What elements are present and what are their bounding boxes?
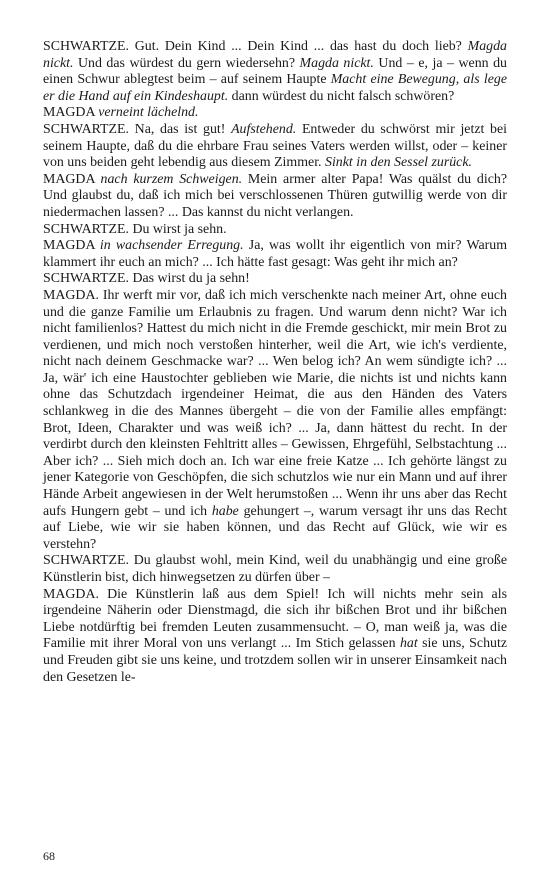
text-paragraph — [43, 271, 507, 288]
text-run: MAGDA. Ihr werft mir vor, daß ich mich verschenkte nach meiner Art, ohne euch und die ganze Familie um Erlaubnis zu fragen. Und warum denn nicht? War ich nicht familienlos? Hattest du mich nicht in die Fremde geschickt, mir mein Brot zu verdienen, und mich noch verstoßen hinterher, weil die Art, wie ich's verdiente, nicht nach deinem Geschmacke war? ... Wen belog ich? An wem sündigte ich? ... Ja, wär' ich eine Haustochter geblieben wie Marie, die nichts ist und nichts kann ohne das Schutzdach irgendeiner Heimat, die aus den Händen des Vaters schlankweg in die des Mannes übergeht – die von der Familie alles empfängt: Brot, Ideen, Charakter und was weiß ich? ... Ja, dann hättest du recht. In der verdirbt durch den kleinsten Fehltritt alles – Gewissen, Ehrgefühl, Selbstachtung ... Aber ich? ... Sieh mich doch an. Ich war eine freie Katze ... Ich gehörte längst zu jener Kategorie von Geschöpfen, die sich schutzlos wie nur ein Mann und auf ihrer Hände Arbeit angewiesen in der Welt herumstoßen ... Wenn ihr uns aber das Recht aufs Hungern gebt – und ich — [43, 287, 507, 519]
text-run: dann würdest du nicht falsch schwören? — [228, 88, 455, 104]
text-run: MAGDA — [43, 105, 99, 121]
text-run: SCHWARTZE. Du glaubst wohl, mein Kind, weil du unabhängig und eine große Künstlerin bist, dich hinwegsetzen zu dürfen über – — [43, 553, 507, 585]
stage-direction: hat — [399, 636, 418, 652]
text-run: Und – e, ja – wenn du einen Schwur ablegtest beim – auf seinem Haupte — [43, 55, 508, 88]
text-paragraph — [43, 553, 507, 586]
text-run: SCHWARTZE. Du wirst ja sehn. — [43, 221, 227, 237]
text-run: SCHWARTZE. Na, das ist gut! — [43, 121, 232, 137]
stage-direction: in wachsender Erregung. — [99, 238, 244, 254]
text-run: SCHWARTZE. Gut. Dein Kind ... Dein Kind ... das hast du doch lieb? — [43, 39, 468, 54]
text-paragraph — [43, 222, 507, 239]
page-body — [43, 39, 507, 686]
text-paragraph — [43, 105, 507, 122]
text-paragraph — [43, 288, 507, 554]
stage-direction: nach kurzem Schweigen. — [100, 171, 243, 187]
text-run: MAGDA — [43, 171, 101, 187]
stage-direction: Magda nickt. — [43, 39, 507, 71]
text-run: Mein armer alter Papa! Was quälst du dich? Und glaubst du, daß ich mich bei verschlossenen Thüren gutwillig werde von dir niedermachen lassen? ... Das kannst du nicht verlangen. — [43, 171, 507, 220]
stage-direction: verneint lächelnd. — [98, 105, 199, 121]
text-run: SCHWARTZE. Das wirst du ja sehn! — [43, 271, 250, 287]
text-run: Entweder du schwörst mir jetzt bei seinem Haupte, daß du die ehrbare Frau seines Vaters werden willst, oder – keiner von uns beiden geht lebendig aus diesem Zimmer. — [43, 121, 507, 171]
page-number: 68 — [43, 849, 55, 863]
text-paragraph — [43, 587, 507, 687]
text-run: Und das würdest du gern wiedersehn? — [73, 55, 300, 71]
text-run: gehungert –, warum versagt ihr uns das Recht auf Liebe, wie wir sie haben können, und das Recht auf Glück, wie wir es verstehn? — [43, 503, 508, 552]
text-run: sie uns, Schutz und Freuden gibt sie uns keine, und trotzdem sollen wir in unserer Einsamkeit nach den Gesetzen le- — [43, 636, 507, 685]
text-run: MAGDA. Die Künstlerin laß aus dem Spiel! Ich will nichts mehr sein als irgendeine Näherin oder Dienstmagd, die sich ihr bißchen Brot und ihr bißchen Liebe notdürftig bei fremden Leuten zusammensucht. – O, man weiß ja, was die Familie mit ihrer Moral von uns verlangt ... Im Stich gelassen — [43, 586, 507, 652]
text-run: Ja, was wollt ihr eigentlich von mir? Warum klammert ihr euch an mich? ... Ich hätte fast gesagt: Was geht ihr mich an? — [43, 238, 507, 270]
text-paragraph — [43, 238, 507, 271]
stage-direction: Sinkt in den Sessel zurück. — [325, 155, 472, 171]
stage-direction: Aufstehend. — [231, 121, 297, 137]
text-paragraph — [43, 122, 507, 172]
stage-direction: habe — [211, 503, 239, 519]
text-run: MAGDA — [43, 238, 100, 254]
stage-direction: Magda nickt. — [299, 55, 374, 71]
stage-direction: Macht eine Bewegung, als lege er die Hand auf ein Kindeshaupt. — [43, 72, 507, 104]
text-paragraph — [43, 39, 507, 105]
text-paragraph — [43, 172, 507, 222]
